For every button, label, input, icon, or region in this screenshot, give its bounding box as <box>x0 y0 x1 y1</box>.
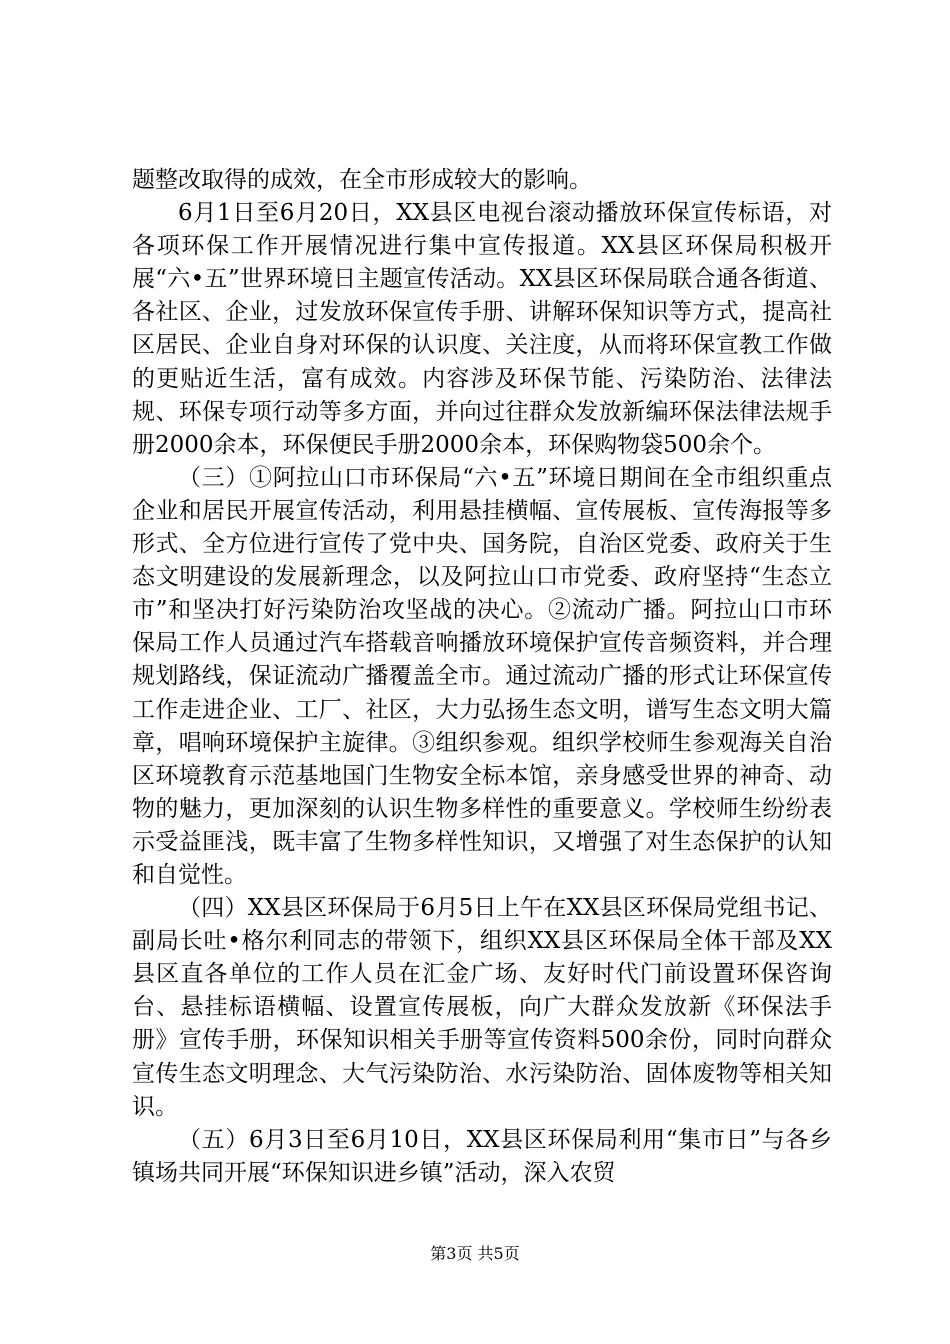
page-footer <box>0 1244 950 1264</box>
paragraph-tv-broadcast: 6月1日至6月20日，XX县区电视台滚动播放环保宣传标语，对各项环保工作开展情况进行集中宣传报道。XX县区环保局积极开展“六•五”世界环境日主题宣传活动。XX县区环保局联合通各街道、各社区、企业，过发放环保宣传手册、讲解环保知识等方式，提高社区居民、企业自身对环保的认识度、关注度，从而将环保宣教工作做的更贴近生活，富有成效。内容涉及环保节能、污染防治、法律法规、环保专项行动等多方面，并向过往群众发放新编环保法律法规手册2000余本，环保便民手册2000余本，环保购物袋500余个。 <box>132 200 832 458</box>
paragraph-section-four: （四）XX县区环保局于6月5日上午在XX县区环保局党组书记、副局长吐•格尔利同志的带领下，组织XX县区环保局全体干部及XX县区直各单位的工作人员在汇金广场、友好时代门前设置环保咨询台、悬挂标语横幅、设置宣传展板，向广大群众发放新《环保法手册》宣传手册，环保知识相关手册等宣传资料500余份，同时向群众宣传生态文明理念、大气污染防治、水污染防治、固体废物等相关知识。 <box>132 895 832 1120</box>
paragraph-continuation: 题整改取得的成效，在全市形成较大的影响。 <box>132 167 592 193</box>
paragraph-section-five: （五）6月3日至6月10日，XX县区环保局利用“集市日”与各乡镇场共同开展“环保知识进乡镇”活动，深入农贸 <box>132 1126 832 1186</box>
paragraph-section-three: （三）①阿拉山口市环保局“六•五”环境日期间在全市组织重点企业和居民开展宣传活动，利用悬挂横幅、宣传展板、宣传海报等多形式、全方位进行宣传了党中央、国务院，自治区党委、政府关于生态文明建设的发展新理念，以及阿拉山口市党委、政府坚持“生态立市”和坚决打好污染防治攻坚战的决心。②流动广播。阿拉山口市环保局工作人员通过汽车搭载音响播放环境保护宣传音频资料，并合理规划路线，保证流动广播覆盖全市。通过流动广播的形式让环保宣传工作走进企业、工厂、社区，大力弘扬生态文明，谱写生态文明大篇章，唱响环境保护主旋律。③组织参观。组织学校师生参观海关自治区环境教育示范基地国门生物安全标本馆，亲身感受世界的神奇、动物的魅力，更加深刻的认识生物多样性的重要意义。学校师生纷纷表示受益匪浅，既丰富了生物多样性知识，又增强了对生态保护的认知和自觉性。 <box>132 464 832 888</box>
document-body <box>132 164 832 1190</box>
page-number: 第3页 共5页 <box>430 1244 520 1263</box>
